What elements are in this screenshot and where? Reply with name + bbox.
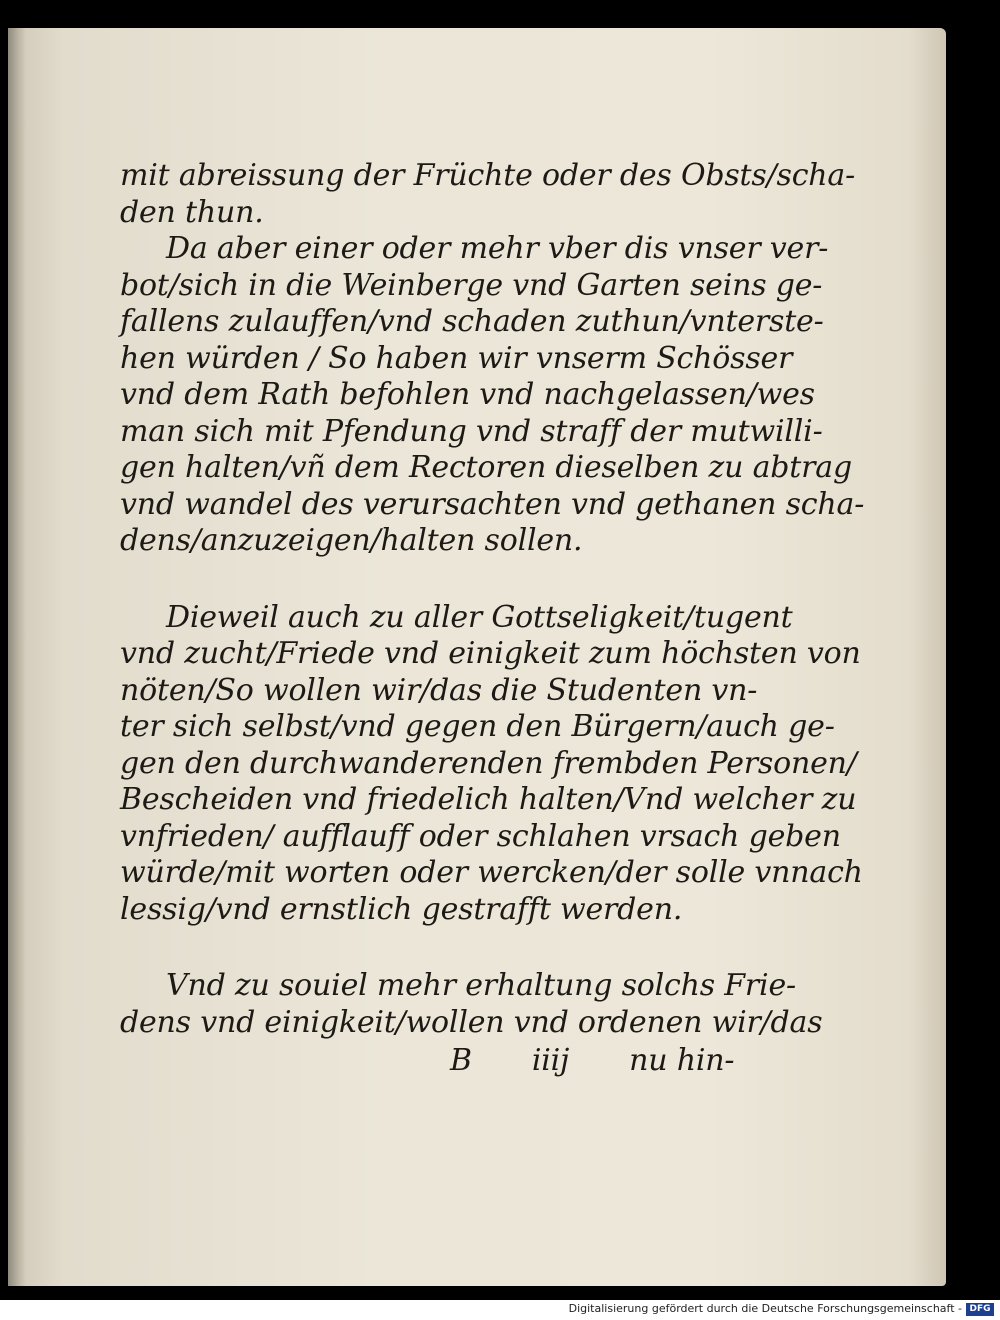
text-line: vnd wandel des verursachten vnd gethanen scha- [120,486,865,522]
text-line: Bescheiden vnd friedelich halten/Vnd welcher zu [120,782,857,817]
paragraph-gap [120,928,750,968]
text-line: den thun. [120,194,264,230]
text-line: lessig/vnd ernstlich gestrafft werden. [120,891,683,927]
text-line: fallens zulauffen/vnd schaden zuthun/vnterste- [120,304,824,339]
text-line: Dieweil auch zu aller Gottseligkeit/tugent [166,599,793,635]
text-line: gen den durchwanderenden frembden Personen/ [120,745,857,781]
text-line: Da aber einer oder mehr vber dis vnser ver- [166,231,829,266]
text-line: Vnd zu souiel mehr erhaltung solchs Frie- [166,968,796,1003]
book-page [8,28,946,1286]
text-line: bot/sich in die Weinberge vnd Garten seins ge- [120,267,823,303]
text-line: dens/anzuzeigen/halten sollen. [120,523,583,558]
text-line: mit abreissung der Früchte oder des Obsts/scha- [120,158,856,193]
text-line: gen halten/vñ dem Rectoren dieselben zu abtrag [120,450,852,485]
paragraph-gap [120,560,750,600]
text-line: hen würden / So haben wir vnserm Schösser [120,340,793,376]
text-line: vnfrieden/ aufflauff oder schlahen vrsach geben [120,818,841,854]
text-line: ter sich selbst/vnd gegen den Bürgern/auch ge- [120,709,835,744]
signature-number: iiij [531,1043,570,1078]
signature-mark: B [450,1043,472,1078]
page-gutter-shadow [8,28,26,1286]
catchword: nu hin- [629,1043,735,1078]
funding-credit: Digitalisierung gefördert durch die Deutsche Forschungsgemeinschaft - [568,1302,962,1315]
text-line: dens vnd einigkeit/wollen vnd ordenen wir/das [120,1004,823,1040]
text-line: nöten/So wollen wir/das die Studenten vn- [120,672,758,708]
text-line: vnd zucht/Friede vnd einigkeit zum höchsten von [120,636,861,671]
text-line: würde/mit worten oder wercken/der solle vnnach [120,855,863,890]
signature-line [120,1041,750,1081]
text-line: vnd dem Rath befohlen vnd nachgelassen/wes [120,377,815,412]
dfg-logo: DFG [966,1303,994,1316]
text-line: man sich mit Pfendung vnd straff der mutwilli- [120,413,823,449]
page-text-block [120,158,865,1081]
footer-bar [0,1300,1000,1320]
